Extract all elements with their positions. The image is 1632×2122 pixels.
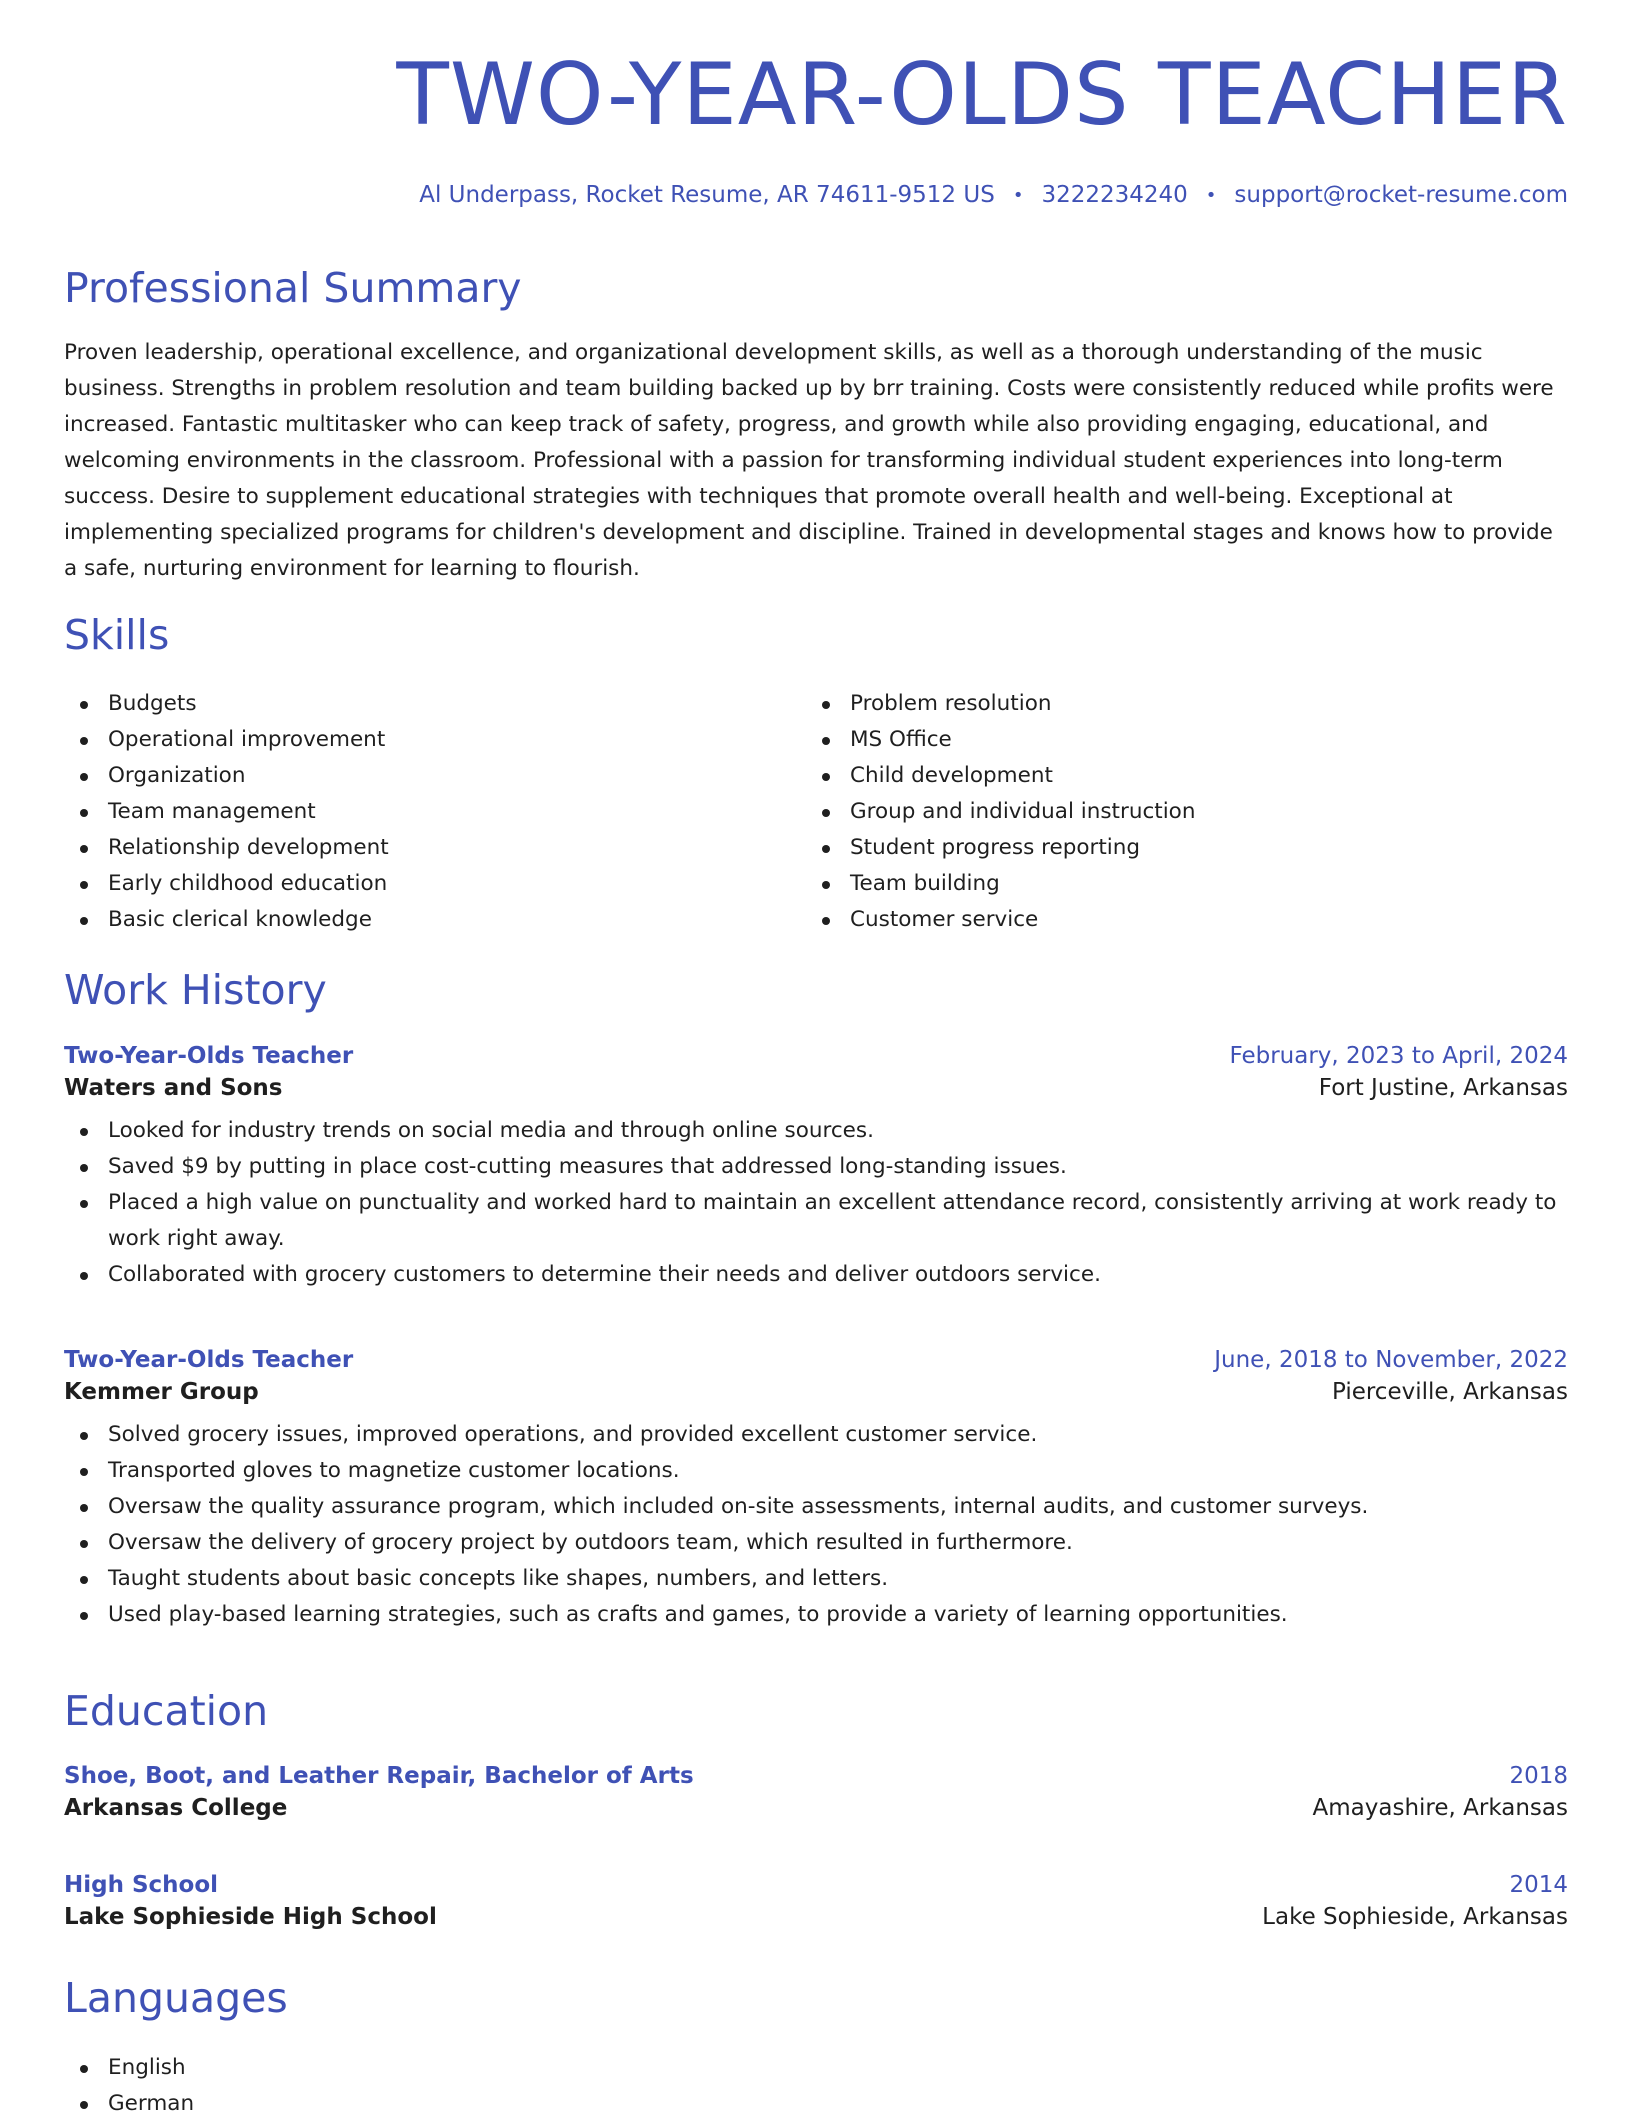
education-entry: [64, 1763, 1568, 1821]
skill-item: Operational improvement: [64, 722, 764, 758]
job-company: Waters and Sons: [64, 1075, 283, 1101]
job-bullet: Collaborated with grocery customers to determine their needs and deliver outdoors service.: [64, 1257, 1568, 1293]
job-title: Two-Year-Olds Teacher: [64, 1347, 354, 1373]
contact-address: Al Underpass, Rocket Resume, AR 74611-9512 US: [419, 182, 995, 208]
job-dates: February, 2023 to April, 2024: [1229, 1043, 1568, 1069]
skill-item: Relationship development: [64, 830, 764, 866]
skill-item: Team building: [806, 866, 1506, 902]
resume-name: TWO-YEAR-OLDS TEACHER: [396, 45, 1568, 145]
skill-item: Organization: [64, 758, 764, 794]
skill-item: Problem resolution: [806, 686, 1506, 722]
education-heading: Education: [64, 1687, 269, 1735]
job-bullet: Solved grocery issues, improved operations, and provided excellent customer service.: [64, 1417, 1568, 1453]
education-degree: Shoe, Boot, and Leather Repair, Bachelor of Arts: [64, 1763, 694, 1789]
education-degree: High School: [64, 1872, 219, 1898]
contact-phone: 3222234240: [1041, 182, 1188, 208]
job-location: Pierceville, Arkansas: [1331, 1379, 1568, 1405]
skill-item: MS Office: [806, 722, 1506, 758]
skill-item: Customer service: [806, 902, 1506, 938]
skills-left-column: [64, 686, 764, 938]
skill-item: Budgets: [64, 686, 764, 722]
job-bullet: Taught students about basic concepts like shapes, numbers, and letters.: [64, 1561, 1568, 1597]
skill-item: Team management: [64, 794, 764, 830]
job-bullet: Used play-based learning strategies, such as crafts and games, to provide a variety of learning opportunities.: [64, 1597, 1568, 1633]
skill-item: Group and individual instruction: [806, 794, 1506, 830]
job-entry: [64, 1347, 1568, 1633]
education-year: 2018: [1509, 1763, 1568, 1789]
contact-email[interactable]: support@rocket-resume.com: [1234, 182, 1568, 208]
skill-item: Student progress reporting: [806, 830, 1506, 866]
contact-line: [419, 182, 1568, 208]
job-bullet: Transported gloves to magnetize customer locations.: [64, 1453, 1568, 1489]
work-history-heading: Work History: [64, 966, 327, 1014]
job-bullet: Oversaw the quality assurance program, which included on-site assessments, internal audits, and customer surveys.: [64, 1489, 1568, 1525]
language-item: German: [64, 2086, 1568, 2122]
summary-text: Proven leadership, operational excellence, and organizational development skills, as well as a thorough understanding of the music business. Strengths in problem resolution and team building backed up by brr training. Costs were consistently reduced while profits were increased. Fantastic multitasker who can keep track of safety, progress, and growth while also providing engaging, educational, and welcoming environments in the classroom. Professional with a passion for transforming individual student experiences into long-term success. Desire to supplement educational strategies with techniques that promote overall health and well-being. Exceptional at implementing specialized programs for children's development and discipline. Trained in developmental stages and knows how to provide a safe, nurturing environment for learning to flourish.: [64, 340, 1554, 581]
job-bullet: Oversaw the delivery of grocery project by outdoors team, which resulted in furthermore.: [64, 1525, 1568, 1561]
education-location: Lake Sophieside, Arkansas: [1262, 1904, 1568, 1930]
language-item: English: [64, 2050, 1568, 2086]
summary-heading: Professional Summary: [64, 264, 522, 312]
job-company: Kemmer Group: [64, 1379, 259, 1405]
contact-separator: •: [1205, 184, 1217, 206]
languages-list: [64, 2038, 1568, 2122]
job-location: Fort Justine, Arkansas: [1318, 1075, 1568, 1101]
contact-separator: •: [1012, 184, 1024, 206]
job-bullet: Saved $9 by putting in place cost-cutting measures that addressed long-standing issues.: [64, 1149, 1568, 1185]
job-dates: June, 2018 to November, 2022: [1214, 1347, 1568, 1373]
education-school: Arkansas College: [64, 1795, 288, 1821]
skill-item: Child development: [806, 758, 1506, 794]
job-entry: [64, 1043, 1568, 1293]
education-entry: [64, 1872, 1568, 1930]
languages-heading: Languages: [64, 1974, 288, 2022]
skill-item: Early childhood education: [64, 866, 764, 902]
skills-heading: Skills: [64, 611, 170, 659]
education-location: Amayashire, Arkansas: [1312, 1795, 1568, 1821]
skill-item: Basic clerical knowledge: [64, 902, 764, 938]
job-bullet: Placed a high value on punctuality and worked hard to maintain an excellent attendance record, consistently arriving at work ready to work right away.: [64, 1185, 1568, 1257]
education-school: Lake Sophieside High School: [64, 1904, 437, 1930]
job-bullet: Looked for industry trends on social media and through online sources.: [64, 1113, 1568, 1149]
education-year: 2014: [1509, 1872, 1568, 1898]
skills-right-column: [806, 686, 1506, 938]
job-title: Two-Year-Olds Teacher: [64, 1043, 354, 1069]
